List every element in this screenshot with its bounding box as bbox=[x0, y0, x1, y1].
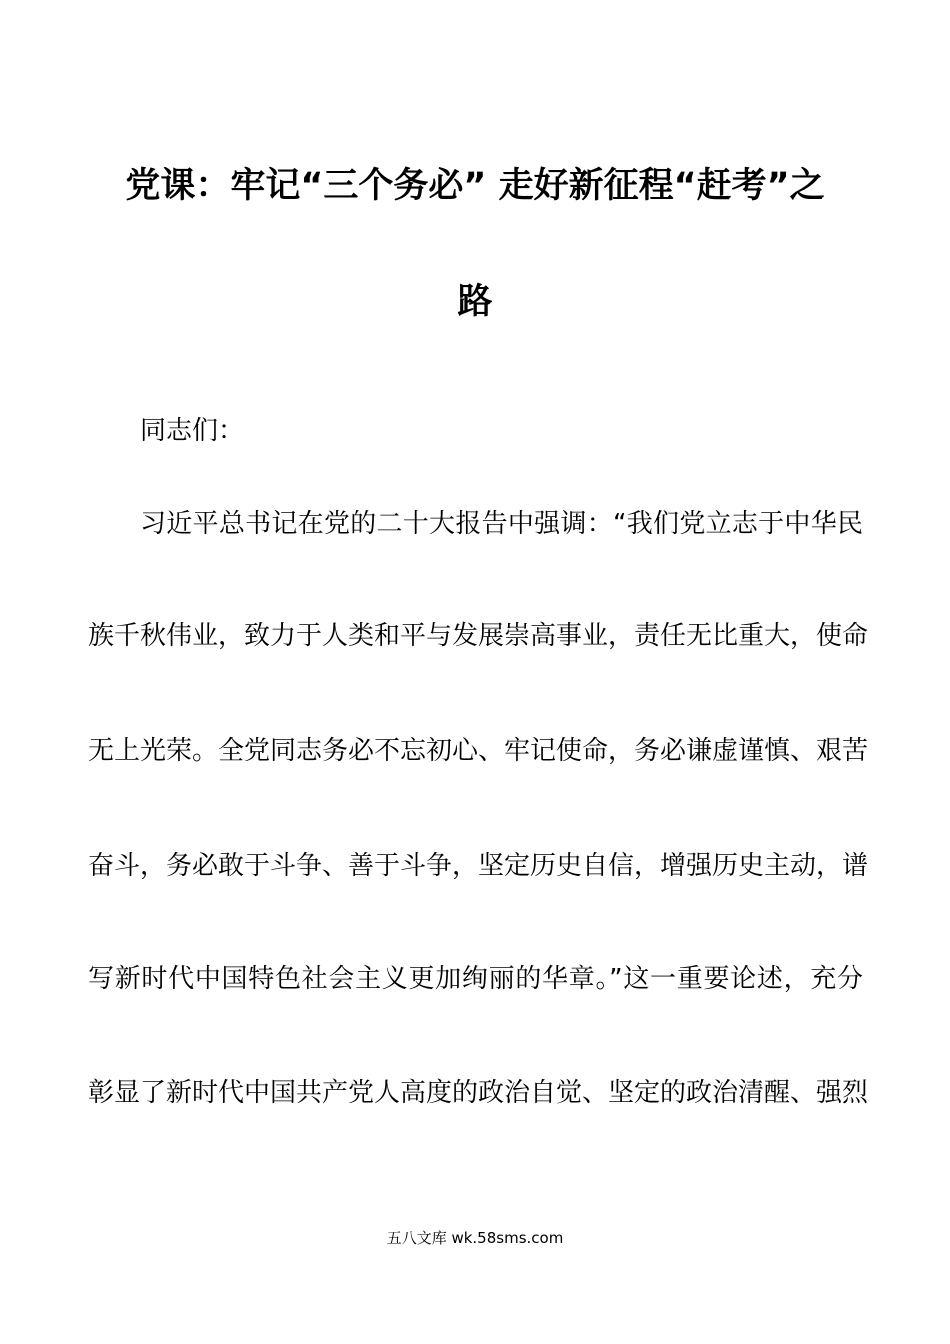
paragraph-line: 写新时代中国特色社会主义更加绚丽的华章。”这一重要论述，充分 bbox=[88, 964, 863, 994]
salutation: 同志们： bbox=[140, 416, 245, 446]
document-title-line-2: 路 bbox=[457, 282, 493, 322]
paragraph-line: 族千秋伟业，致力于人类和平与发展崇高事业，责任无比重大，使命 bbox=[88, 621, 869, 651]
paragraph-line: 习近平总书记在党的二十大报告中强调：“我们党立志于中华民 bbox=[140, 509, 863, 539]
footer-watermark: 五八文库 wk.58sms.com bbox=[386, 1229, 564, 1247]
paragraph-line: 无上光荣。全党同志务必不忘初心、牢记使命，务必谦虚谨慎、艰苦 bbox=[88, 736, 869, 766]
document-title-line-1: 党课：牢记“三个务必” 走好新征程“赶考”之 bbox=[125, 166, 825, 206]
paragraph-line: 彰显了新时代中国共产党人高度的政治自觉、坚定的政治清醒、强烈 bbox=[88, 1078, 869, 1108]
paragraph-line: 奋斗，务必敢于斗争、善于斗争，坚定历史自信，增强历史主动，谱 bbox=[88, 851, 869, 881]
